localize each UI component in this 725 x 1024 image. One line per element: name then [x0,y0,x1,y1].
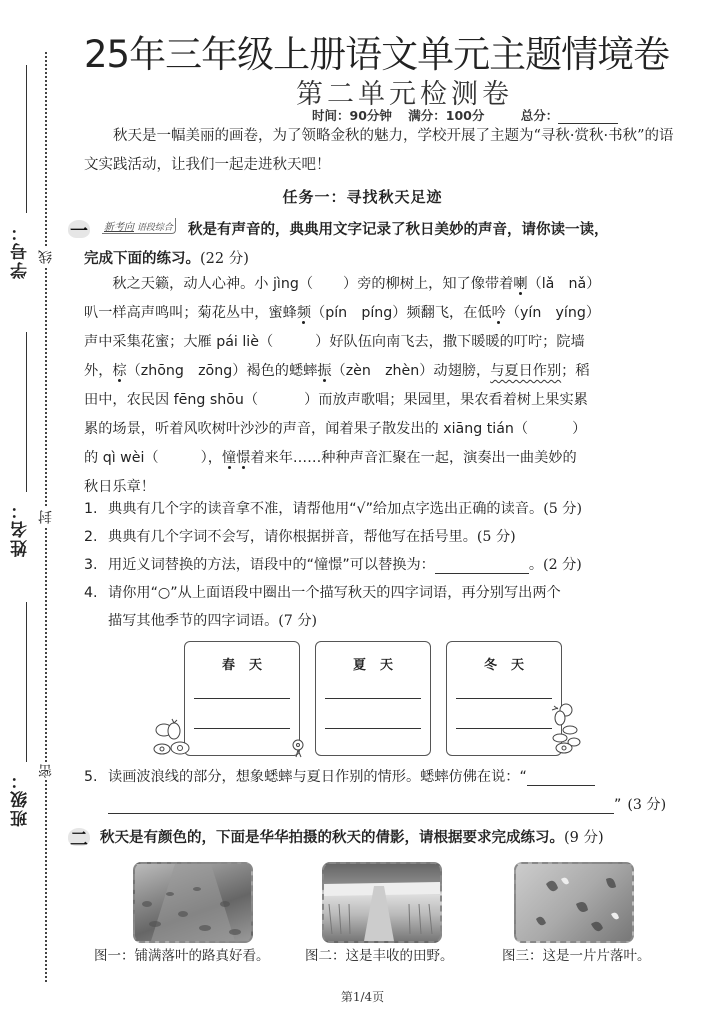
photo-3-caption: 图三：这是一片片落叶。 [502,948,651,964]
question-number: 4. [84,585,98,601]
total-score-label: 总分： [520,108,559,123]
flower-bee-decoration-left [152,718,198,758]
season-box-title: 冬天 [483,658,538,673]
page-number: 第1/4页 [340,990,385,1004]
passage-line-5 [84,386,680,415]
season-box-title: 春天 [221,658,276,673]
answer-line[interactable] [194,698,290,699]
small-flower-decoration [290,738,306,758]
section-2-number: 二 [70,829,88,850]
exam-title: 25年三年级上册语文单元主题情境卷 [84,33,670,76]
question-text: 用近义词替换的方法，语段中的“憧憬”可以替换为： [108,557,435,573]
seal-char-seal: 封 [38,510,54,524]
name-write-line [26,332,27,492]
passage-text: 秋之天籁，动人心神。小 jìng（ [112,276,314,292]
section-1-number: 一 [70,221,88,242]
section-1-heading-line2 [84,247,249,268]
question-5 [84,766,684,786]
question-text: 读画波浪线的部分，想象蟋蟀与夏日作别的情形。蟋蟀仿佛在说：“ [108,769,527,785]
question-points: (5 分) [476,529,516,545]
seal-char-secret: 密 [38,764,54,778]
photo-2-caption: 图二：这是丰收的田野。 [305,948,454,964]
passage-text: 着来年……种种声音汇聚在一起，演奏出一曲美妙的 [250,450,577,466]
badge-type: 语段综合 [136,223,173,233]
section-2-points: (9 分) [564,830,604,846]
passage-line-1 [84,270,680,299]
pinyin-choice[interactable]: （yín yíng） [505,305,601,321]
passage-text: ；稻 [561,363,590,379]
answer-line[interactable] [456,728,552,729]
photo-1-caption: 图一：铺满落叶的路真好看。 [94,948,270,964]
season-box-spring [184,641,300,756]
passage-text: 秋日乐章！ [84,479,155,495]
passage-text: ）而放声歌唱；果园里，果农看着树上果实累 [304,392,588,408]
cricket-speech-blank-2[interactable] [108,799,614,814]
season-box-summer [315,641,431,756]
falling-leaves-image [516,864,632,941]
season-box-title: 夏天 [352,658,407,673]
passage-text: 累的场景，听着风吹树叶沙沙的声音，闻着果子散发出的 xiāng tián（ [84,421,529,437]
section-2-marker [68,828,90,850]
class-label: 班级： [11,770,31,827]
passage-line-6 [84,415,680,444]
dotted-char: 频 [296,305,312,321]
answer-line[interactable] [456,698,552,699]
passage-line-3 [84,328,680,357]
question-4 [84,582,684,602]
passage-text: ）， [200,450,222,466]
name-label: 姓名： [11,500,31,557]
question-4-cont [108,610,708,630]
new-type-badge [102,218,176,234]
question-3 [84,554,684,574]
passage-text: 的 qì wèi（ [84,450,159,466]
section-1-points: (22 分) [200,251,249,267]
question-points: (2 分) [543,557,582,573]
question-text: 描写其他季节的四字词语。 [108,613,279,629]
question-text: 。 [528,557,544,573]
student-id-label: 学号： [11,222,31,279]
exam-time: 时间：90分钟 [312,108,392,123]
passage-text: 声中采集花蜜；大雁 pái liè（ [84,334,274,350]
question-points: (5 分) [543,501,582,517]
passage-text: 外， [84,363,113,379]
dotted-char: 憬 [236,450,251,466]
harvest-field-image [324,864,440,941]
photo-leaf-path [133,862,253,943]
passage-text: 叭一样高声鸣叫；菊花丛中，蜜蜂 [84,305,297,321]
exam-subtitle: 第二单元检测卷 [296,79,513,110]
cricket-speech-blank-1[interactable] [527,771,595,786]
intro-paragraph: 秋天是一幅美丽的画卷，为了领略金秋的魅力，学校开展了主题为“寻秋·赏秋·书秋”的语文实践活动，让我们一起走进秋天吧！ [84,128,674,173]
passage-line-2 [84,299,680,328]
section-1-marker [68,220,90,242]
class-write-line [26,602,27,762]
passage-text: 田中，农民因 fēng shōu（ [84,392,259,408]
question-text: 典典有几个字的读音拿不准，请帮他用“√”给加点字选出正确的读音。 [108,501,544,517]
dotted-char: 憧 [221,450,237,466]
section-1-heading-line1: 秋是有声音的，典典用文字记录了秋日美妙的声音，请你读一读， [188,222,609,238]
passage-text: ）旁的柳树上，知了像带着 [343,276,514,292]
section-2-heading [100,826,604,847]
section-1-heading-text: 完成下面的练习。 [84,251,200,267]
question-text: 请你用“○”从上面语段中圈出一个描写秋天的四字词语，再分别写出两个 [108,585,561,601]
question-number: 2. [84,529,98,545]
seal-char-line: 线 [38,250,54,264]
answer-line[interactable] [325,698,421,699]
pinyin-choice[interactable]: （pín píng）频翻飞，在低 [311,305,492,321]
flower-bee-decoration-right [548,700,584,756]
answer-line[interactable] [194,728,290,729]
passage-line-7 [84,444,680,473]
dotted-char: 棕 [112,363,127,379]
passage-text: ）好队伍向南飞去，撒下暖暖的叮咛；院墙 [315,334,585,350]
photo-harvest-field [322,862,442,943]
passage [84,270,680,502]
question-1 [84,498,684,518]
leaf-path-image [135,864,251,941]
answer-line[interactable] [325,728,421,729]
question-points: (3 分) [627,797,667,813]
passage-line-4 [84,357,680,386]
passage-text: ） [572,421,587,437]
question-points: (7 分) [278,613,318,629]
photo-falling-leaves [514,862,634,943]
question-number: 3. [84,557,98,573]
task-title: 任务一：寻找秋天足迹 [282,188,443,206]
dotted-char: 振 [317,363,332,379]
season-box-winter [446,641,562,756]
pinyin-choice[interactable]: （zhōng zōng）褐色的蟋蟀 [126,363,318,379]
question-number: 5. [84,769,98,785]
pinyin-choice[interactable]: （lǎ nǎ） [527,276,601,292]
section-2-heading-text: 秋天是有颜色的，下面是华华拍摄的秋天的倩影，请根据要求完成练习。 [100,830,564,846]
question-2 [84,526,684,546]
question-number: 1. [84,501,98,517]
dotted-char: 喇 [513,276,528,292]
question-text: ” [614,797,622,813]
question-5-cont [108,794,708,814]
wavy-underlined-phrase: 与夏日作别 [490,363,562,379]
exam-full-score: 满分：100分 [408,108,485,123]
question-text: 典典有几个字词不会写，请你根据拼音，帮他写在括号里。 [108,529,477,545]
badge-new: 新考向 [104,222,134,233]
pinyin-choice[interactable]: （zèn zhèn）动翅膀， [331,363,491,379]
synonym-answer-blank[interactable] [435,559,529,574]
dotted-char: 吟 [491,305,506,321]
